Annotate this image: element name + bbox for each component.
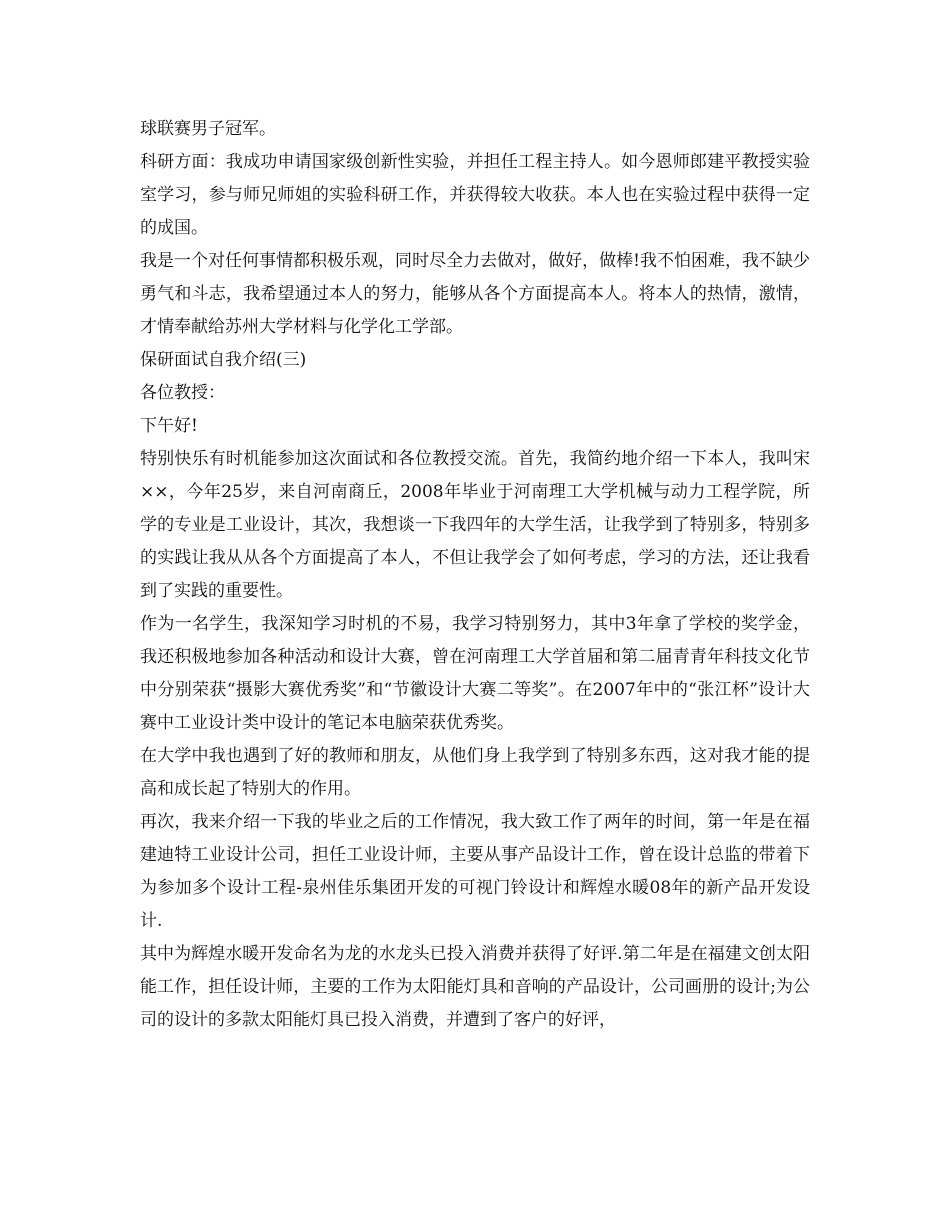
section-heading: 保研面试自我介绍(三): [140, 350, 307, 370]
paragraph-research: 科研方面：我成功申请国家级创新性实验，并担任工程主持人。如今恩师郎建平教授实验室学习，参与师兄师姐的实验科研工作，并获得较大收获。本人也在实验过程中获得一定的成国。: [140, 152, 810, 238]
paragraph-teachers-friends: 在大学中我也遇到了好的教师和朋友，从他们身上我学到了特别多东西，这对我才能的提高和成长起了特别大的作用。: [140, 746, 810, 799]
paragraph-student-awards: 作为一名学生，我深知学习时机的不易，我学习特别努力，其中3年拿了学校的奖学金，我还积极地参加各种活动和设计大赛，曾在河南理工大学首届和第二届青青年科技文化节中分别荣获“摄影大赛优秀奖”和“节徽设计大赛二等奖”。在2007年中的“张江杯”设计大赛中工业设计类中设计的笔记本电脑荣获优秀奖。: [140, 614, 810, 733]
document-page: [140, 113, 810, 1037]
paragraph-work-first-year: 再次，我来介绍一下我的毕业之后的工作情况，我大致工作了两年的时间，第一年是在福建迪特工业设计公司，担任工业设计师，主要从事产品设计工作，曾在设计总监的带着下为参加多个设计工程-泉州佳乐集团开发的可视门铃设计和辉煌水暖08年的新产品开发设计.: [140, 812, 810, 931]
greeting: 下午好!: [140, 416, 198, 436]
paragraph-work-second-year: 其中为辉煌水暖开发命名为龙的水龙头已投入消费并获得了好评.第二年是在福建文创太阳能工作，担任设计师，主要的工作为太阳能灯具和音响的产品设计，公司画册的设计;为公司的设计的多款太阳能灯具已投入消费，并遭到了客户的好评，: [140, 944, 810, 1030]
salutation: 各位教授：: [140, 383, 225, 403]
paragraph-sports-award: 球联赛男子冠军。: [140, 119, 276, 139]
paragraph-introduction: 特别快乐有时机能参加这次面试和各位教授交流。首先，我简约地介绍一下本人，我叫宋××，今年25岁，来自河南商丘，2008年毕业于河南理工大学机械与动力工程学院，所学的专业是工业设计，其次，我想谈一下我四年的大学生活，让我学到了特别多，特别多的实践让我从从各个方面提高了本人，不但让我学会了如何考虑，学习的方法，还让我看到了实践的重要性。: [140, 449, 810, 601]
paragraph-personality: 我是一个对任何事情都积极乐观，同时尽全力去做对，做好，做棒!我不怕困难，我不缺少勇气和斗志，我希望通过本人的努力，能够从各个方面提高本人。将本人的热情，激情，才情奉献给苏州大学材料与化学化工学部。: [140, 251, 810, 337]
